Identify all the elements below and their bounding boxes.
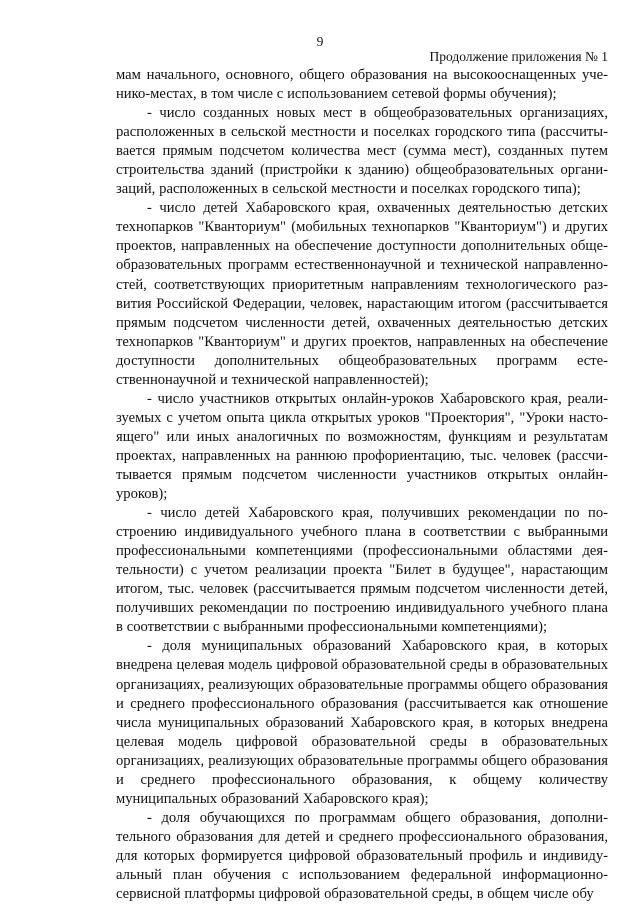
appendix-continuation-note: Продолжение приложения № 1 [429, 49, 608, 64]
paragraph-kvantorium: - число детей Хабаровского края, охваченных деятельностью детских технопарков "Кванториум" (мобильных технопарков "Кванториум") и других проектов, направленных на обеспечение доступности дополнительных общеобразовательных программ естественнонаучной и технической направленностей, соответствующих приоритетным направлениям технологического развития Российской Федерации, человек, нарастающим итогом (рассчитывается прямым подсчетом численности детей, охваченных деятельностью детских технопарков "Кванториум" и других проектов, направленных на обеспечение доступности дополнительных общеобразовательных программ естественнонаучной и технической направленностей); [116, 200, 608, 388]
document-body [116, 66, 608, 904]
paragraph-continuation: мам начального, основного, общего образования на высокооснащенных ученико-местах, в том числе с использованием сетевой формы обучения); [116, 67, 608, 103]
paragraph-new-places: - число созданных новых мест в общеобразовательных организациях, расположенных в сельской местности и поселках городского типа (рассчитывается прямым подсчетом количества мест (сумма мест), созданных путем строительства зданий (пристройки к зданию) общеобразовательных организаций, расположенных в сельской местности и поселках городского типа); [116, 105, 608, 198]
paragraph-online-lessons: - число участников открытых онлайн-уроков Хабаровского края, реализуемых с учетом опыта цикла открытых уроков "Проектория", "Уроки настоящего" или иных аналогичных по возможностям, функциям и результатам проектах, направленных на раннюю профориентацию, тыс. человек (рассчитывается прямым подсчетом численности участников открытых онлайн-уроков); [116, 390, 608, 503]
paragraph-ticket-to-future: - число детей Хабаровского края, получивших рекомендации по построению индивидуального учебного плана в соответствии с выбранными профессиональными компетенциями (профессиональными областями деятельности) с учетом реализации проекта "Билет в будущее", нарастающим итогом, тыс. человек (рассчитывается прямым подсчетом численности детей, получивших рекомендации по построению индивидуального учебного плана в соответствии с выбранными профессиональными компетенциями); [116, 505, 608, 636]
paragraph-digital-profile: - доля обучающихся по программам общего образования, дополнительного образования для детей и среднего профессионального образования, для которых формируется цифровой образовательный профиль и индивидуальный план обучения с использованием федеральной информационно-сервисной платформы цифровой образовательной среды, в общем числе обу [116, 809, 608, 903]
page-number: 9 [316, 34, 324, 49]
paragraph-digital-environment: - доля муниципальных образований Хабаровского края, в которых внедрена целевая модель цифровой образовательной среды в образовательных организациях, реализующих образовательные программы общего образования и среднего профессионального образования (рассчитывается как отношение числа муниципальных образований Хабаровского края, в которых внедрена целевая модель цифровой образовательной среды в образовательных организациях, реализующих образовательные программы общего образования и среднего профессионального образования, к общему количеству муниципальных образований Хабаровского края); [116, 638, 608, 807]
